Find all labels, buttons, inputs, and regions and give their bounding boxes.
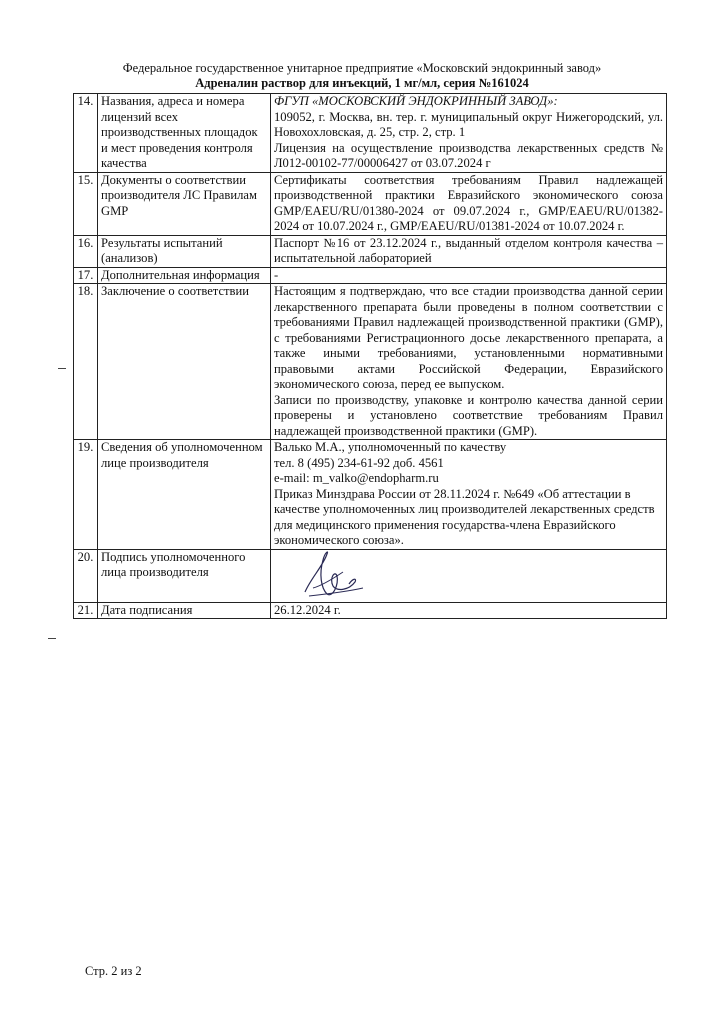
table-row (74, 440, 667, 550)
page-number: Стр. 2 из 2 (85, 964, 142, 978)
document-header (60, 61, 664, 91)
row-number: 19. (74, 440, 98, 550)
signature-image (297, 548, 377, 604)
qp-phone: тел. 8 (495) 234-61-92 доб. 4561 (274, 455, 444, 470)
row-value: Паспорт №16 от 23.12.2024 г., выданный отделом контроля качества – испытательной лабораторией (271, 235, 667, 267)
row-value (271, 284, 667, 440)
site-address: 109052, г. Москва, вн. тер. г. муниципальный округ Нижегородский, ул. Новохохловская, д. 25, стр. 2, стр. 1 (274, 109, 663, 139)
table-row (74, 94, 667, 173)
conclusion-paragraph: Записи по производству, упаковке и контролю качества данной серии проверены и установлено соответствие требованиям Правил надлежащей производственной практики (GMP). (274, 392, 663, 438)
row-number: 18. (74, 284, 98, 440)
table-row (74, 549, 667, 602)
row-number: 15. (74, 172, 98, 235)
row-label: Заключение о соответствии (98, 284, 271, 440)
qp-order: Приказ Минздрава России от 28.11.2024 г. №649 «Об аттестации в качестве уполномоченных лиц производителей лекарственных средств для медицинского применения государства-члена Евразийского экономического союза». (274, 486, 655, 547)
row-value (271, 440, 667, 550)
site-name: ФГУП «МОСКОВСКИЙ ЭНДОКРИННЫЙ ЗАВОД»: (274, 94, 558, 108)
row-number: 21. (74, 602, 98, 619)
qp-name: Валько М.А., уполномоченный по качеству (274, 440, 507, 454)
punch-mark (58, 368, 66, 369)
row-number: 17. (74, 267, 98, 284)
license-info: Лицензия на осуществление производства лекарственных средств № Л012-00102-77/00006427 от 03.07.2024 г (274, 140, 663, 170)
row-value: - (271, 267, 667, 284)
row-label: Названия, адреса и номера лицензий всех производственных площадок и мест проведения контроля качества (98, 94, 271, 173)
row-label: Сведения об уполномоченном лице производителя (98, 440, 271, 550)
row-number: 14. (74, 94, 98, 173)
signature-cell (271, 549, 667, 602)
table-row (74, 602, 667, 619)
row-value: 26.12.2024 г. (271, 602, 667, 619)
row-value: Сертификаты соответствия требованиям Правил надлежащей производственной практики Евразийского экономического союза GMP/EAEU/RU/01380-2024 от 09.07.2024 г., GMP/EAEU/RU/01382-2024 от 10.07.2024 г., GMP/EAEU/RU/01381-2024 от 10.07.2024 г. (271, 172, 667, 235)
table-row (74, 267, 667, 284)
table-row (74, 235, 667, 267)
certificate-table (73, 93, 667, 619)
row-number: 20. (74, 549, 98, 602)
qp-email: e-mail: m_valko@endopharm.ru (274, 471, 439, 485)
table-row (74, 284, 667, 440)
table-row (74, 172, 667, 235)
row-label: Подпись уполномоченного лица производителя (98, 549, 271, 602)
row-label: Документы о соответствии производителя ЛС Правилам GMP (98, 172, 271, 235)
conclusion-paragraph: Настоящим я подтверждаю, что все стадии производства данной серии лекарственного препарата были проведены в полном соответствии с требованиями Правил надлежащей производственной практики (GMP), с требованиями Регистрационного досье лекарственного препарата, а также иными требованиями, установленными нормативными правовыми актами Российской Федерации, Евразийского экономического союза, перед ее выпуском. (274, 284, 663, 391)
row-label: Результаты испытаний (анализов) (98, 235, 271, 267)
product-title: Адреналин раствор для инъекций, 1 мг/мл, серия №161024 (195, 76, 529, 90)
punch-mark (48, 638, 56, 639)
row-label: Дата подписания (98, 602, 271, 619)
organization-title: Федеральное государственное унитарное предприятие «Московский эндокринный завод» (122, 61, 602, 75)
row-label: Дополнительная информация (98, 267, 271, 284)
row-number: 16. (74, 235, 98, 267)
row-value (271, 94, 667, 173)
